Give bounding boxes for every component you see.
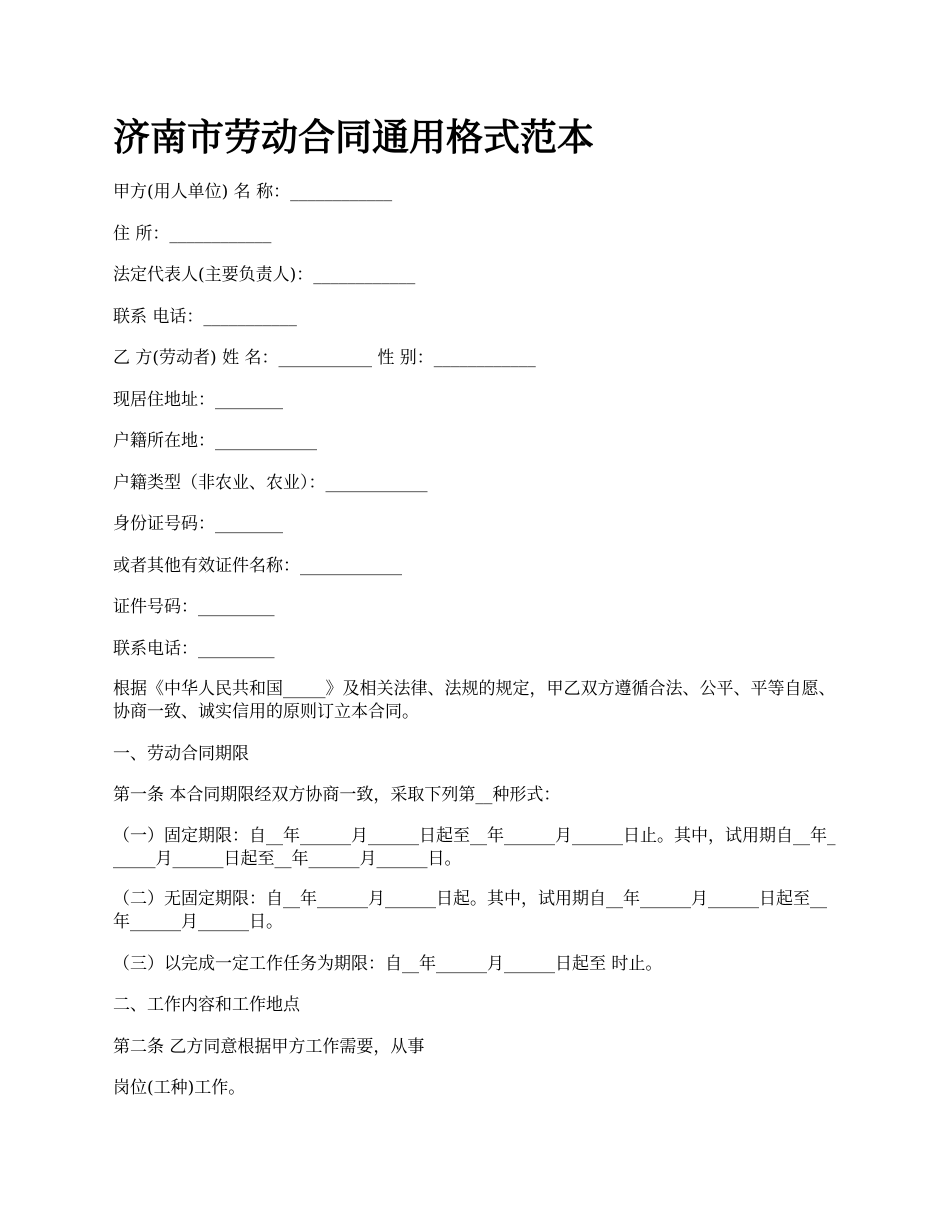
document-title: 济南市劳动合同通用格式范本 [113,116,594,159]
open-ended-term-paragraph: （二）无固定期限：自__年______月______日起。其中，试用期自__年______月______日起至__年______月______日。 [113,889,827,932]
employer-name-line: 甲方(用人单位) 名 称：____________ [113,182,393,202]
preamble-paragraph: 根据《中华人民共和国_____》及相关法律、法规的规定，甲乙双方遵循合法、公平、平等自愿、 协商一致、诚实信用的原则订立本合同。 [113,679,841,722]
employee-name-gender-line: 乙 方(劳动者) 姓 名：___________ 性 别：____________ [113,348,536,368]
section-1-heading: 一、劳动合同期限 [113,743,249,764]
current-address-line: 现居住地址：________ [113,389,283,410]
task-based-term-line: （三）以完成一定工作任务为期限：自__年______月______日起至 时止。 [113,953,663,974]
legal-representative-line: 法定代表人(主要负责人)：____________ [113,265,416,285]
position-line: 岗位(工种)工作。 [113,1078,246,1098]
document-page [113,112,843,1118]
article-2-line: 第二条 乙方同意根据甲方工作需要，从事 [113,1036,425,1057]
document-number-line: 证件号码：_________ [113,597,275,617]
article-1-line: 第一条 本合同期限经双方协商一致，采取下列第__种形式： [113,785,561,805]
household-registration-line: 户籍所在地：____________ [113,431,317,451]
employer-phone-line: 联系 电话：___________ [113,306,297,327]
employer-address-line: 住 所：____________ [113,223,272,244]
household-type-line: 户籍类型（非农业、农业）：____________ [113,472,428,493]
other-id-name-line: 或者其他有效证件名称：____________ [113,555,402,576]
id-number-line: 身份证号码：________ [113,514,283,534]
employee-phone-line: 联系电话：_________ [113,638,275,659]
fixed-term-paragraph: （一）固定期限：自__年______月______日起至__年______月______日止。其中，试用期自__年______月______日起至__年______月______日。 [113,825,836,869]
section-2-heading: 二、工作内容和工作地点 [113,995,300,1015]
